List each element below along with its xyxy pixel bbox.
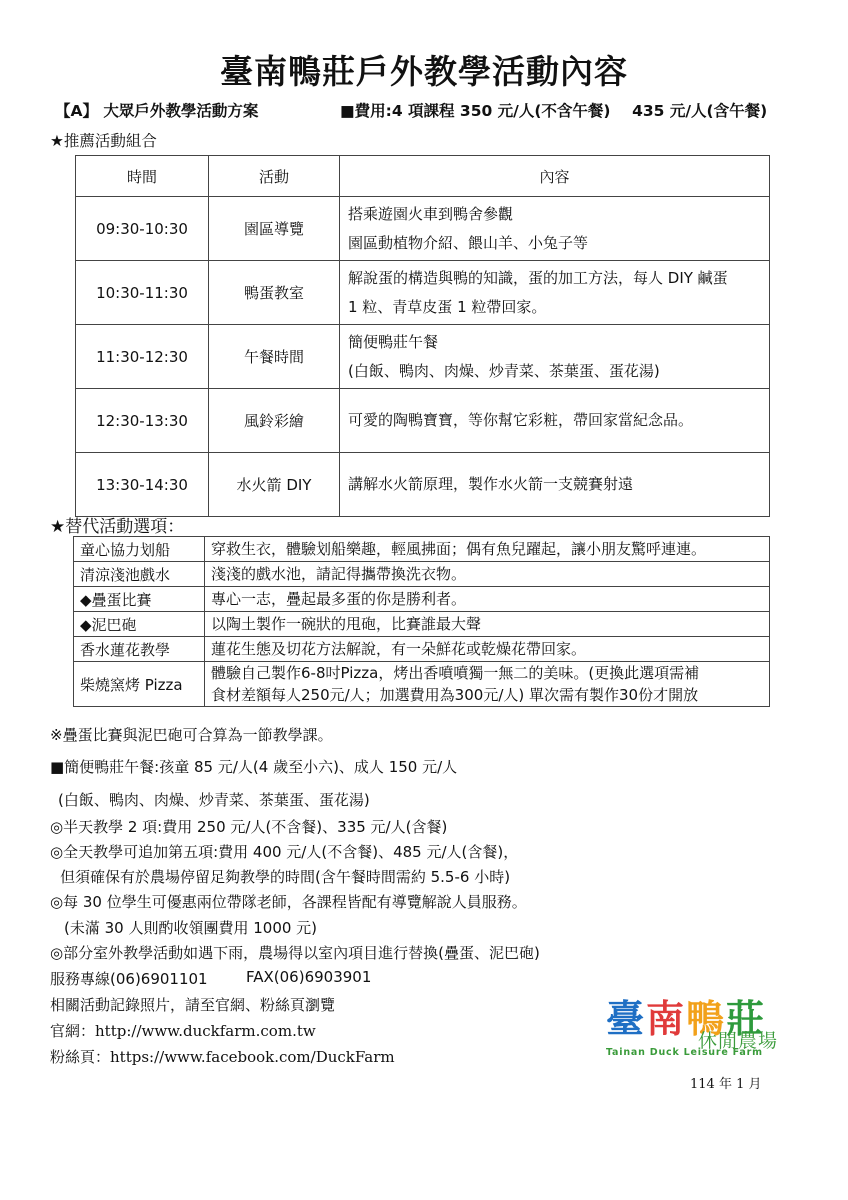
schedule-time: 13:30-14:30 bbox=[76, 453, 209, 517]
alternative-desc: 專心一志，疊起最多蛋的你是勝利者。 bbox=[205, 587, 770, 612]
fb-label: 粉絲頁： bbox=[50, 1048, 111, 1066]
desc-line: 園區動植物介紹、餵山羊、小兔子等 bbox=[348, 233, 589, 252]
header-activity: 活動 bbox=[209, 156, 340, 197]
note-full-day: ◎全天教學可追加第五項:費用 400 元/人(不含餐)、485 元/人(含餐)， bbox=[50, 843, 519, 861]
section-a-label: 【A】 大眾戶外教學活動方案 bbox=[55, 102, 259, 120]
schedule-row bbox=[76, 389, 770, 453]
desc-line: 1 粒、青草皮蛋 1 粒帶回家。 bbox=[348, 297, 547, 316]
schedule-row bbox=[76, 197, 770, 261]
alternative-desc: 蓮花生態及切花方法解說，有一朵鮮花或乾燥花帶回家。 bbox=[205, 637, 770, 662]
alternative-name: 柴燒窯烤 Pizza bbox=[74, 662, 205, 707]
desc-line: 體驗自己製作6-8吋Pizza，烤出香噴噴獨一無二的美味。(更換此選項需補 bbox=[211, 664, 700, 682]
alternative-desc: 淺淺的戲水池，請記得攜帶換洗衣物。 bbox=[205, 562, 770, 587]
schedule-table bbox=[75, 155, 770, 517]
contact-fax: FAX(06)6903901 bbox=[246, 968, 372, 986]
alternative-name: 清涼淺池戲水 bbox=[74, 562, 205, 587]
desc-line: 搭乘遊園火車到鴨舍參觀 bbox=[348, 204, 514, 223]
note-teachers: ◎每 30 位學生可優惠兩位帶隊老師，各課程皆配有導覽解說人員服務。 bbox=[50, 893, 527, 911]
alternative-name: 童心協力划船 bbox=[74, 537, 205, 562]
recommended-label: ★推薦活動組合 bbox=[50, 132, 157, 150]
contact-phone: 服務專線(06)6901101 bbox=[50, 970, 208, 988]
alternative-row bbox=[74, 662, 770, 707]
alternative-desc: 穿救生衣，體驗划船樂趣，輕風拂面；偶有魚兒躍起，讓小朋友驚呼連連。 bbox=[205, 537, 770, 562]
schedule-time: 09:30-10:30 bbox=[76, 197, 209, 261]
fb-link[interactable]: https://www.facebook.com/DuckFarm bbox=[110, 1048, 395, 1066]
alternative-name: ◆泥巴砲 bbox=[74, 612, 205, 637]
logo-char: 莊 bbox=[726, 997, 767, 1041]
schedule-row bbox=[76, 261, 770, 325]
alternative-desc bbox=[205, 662, 770, 707]
schedule-desc bbox=[340, 325, 770, 389]
alternative-desc: 以陶土製作一碗狀的甩砲，比賽誰最大聲 bbox=[205, 612, 770, 637]
schedule-desc bbox=[340, 197, 770, 261]
alternative-row bbox=[74, 637, 770, 662]
alternative-row bbox=[74, 537, 770, 562]
schedule-row bbox=[76, 453, 770, 517]
alternative-row bbox=[74, 562, 770, 587]
header-time: 時間 bbox=[76, 156, 209, 197]
schedule-activity: 風鈴彩繪 bbox=[209, 389, 340, 453]
desc-line: (白飯、鴨肉、肉燥、炒青菜、茶葉蛋、蛋花湯) bbox=[348, 361, 660, 380]
header-content: 內容 bbox=[340, 156, 770, 197]
alternative-name: ◆疊蛋比賽 bbox=[74, 587, 205, 612]
schedule-time: 10:30-11:30 bbox=[76, 261, 209, 325]
desc-line: 講解水火箭原理，製作水火箭一支競賽射遠 bbox=[348, 475, 634, 493]
note-combo: ※疊蛋比賽與泥巴砲可合算為一節教學課。 bbox=[50, 726, 333, 744]
schedule-header-row bbox=[76, 156, 770, 197]
website-label: 官網： bbox=[50, 1022, 96, 1040]
logo-char: 南 bbox=[646, 997, 687, 1041]
note-min-fee: (未滿 30 人則酌收領團費用 1000 元) bbox=[64, 919, 318, 937]
alternative-row bbox=[74, 587, 770, 612]
logo-sub-text: 休閒農場 bbox=[697, 1030, 778, 1052]
schedule-time: 12:30-13:30 bbox=[76, 389, 209, 453]
schedule-desc bbox=[340, 453, 770, 517]
logo-char: 臺 bbox=[606, 997, 647, 1041]
logo-char: 鴨 bbox=[686, 997, 727, 1041]
alternatives-label: ★替代活動選項： bbox=[50, 517, 185, 537]
schedule-time: 11:30-12:30 bbox=[76, 325, 209, 389]
desc-line: 可愛的陶鴨寶寶，等你幫它彩粧，帶回家當紀念品。 bbox=[348, 411, 694, 429]
contact-photos: 相關活動記錄照片，請至官網、粉絲頁瀏覽 bbox=[50, 996, 336, 1014]
schedule-desc bbox=[340, 389, 770, 453]
alternative-name: 香水蓮花教學 bbox=[74, 637, 205, 662]
contact-website-row bbox=[50, 1020, 316, 1041]
note-half-day: ◎半天教學 2 項:費用 250 元/人(不含餐)、335 元/人(含餐) bbox=[50, 818, 448, 836]
issue-date: 114 年 1 月 bbox=[690, 1077, 762, 1092]
alternative-row bbox=[74, 612, 770, 637]
schedule-activity: 鴨蛋教室 bbox=[209, 261, 340, 325]
desc-line: 解說蛋的構造與鴨的知識，蛋的加工方法，每人 DIY 鹹蛋 bbox=[348, 268, 728, 287]
desc-line: 簡便鴨莊午餐 bbox=[348, 332, 439, 351]
schedule-activity: 園區導覽 bbox=[209, 197, 340, 261]
schedule-activity: 水火箭 DIY bbox=[209, 453, 340, 517]
note-lunch-menu: (白飯、鴨肉、肉燥、炒青菜、茶葉蛋、蛋花湯) bbox=[58, 791, 370, 809]
desc-line: 食材差額每人250元/人；加選費用為300元/人) 單次需有製作30份才開放 bbox=[211, 686, 699, 704]
farm-logo bbox=[606, 988, 778, 1063]
logo-english-text: Tainan Duck Leisure Farm bbox=[606, 1047, 763, 1058]
website-link[interactable]: http://www.duckfarm.com.tw bbox=[95, 1022, 316, 1040]
section-a-fee: ■費用:4 項課程 350 元/人(不含午餐) 435 元/人(含午餐) bbox=[340, 102, 768, 120]
contact-fb-row bbox=[50, 1046, 395, 1067]
note-lunch: ■簡便鴨莊午餐:孩童 85 元/人(4 歲至小六)、成人 150 元/人 bbox=[50, 758, 458, 776]
alternatives-table bbox=[73, 536, 770, 707]
note-full-day-2: 但須確保有於農場停留足夠教學的時間(含午餐時間需約 5.5-6 小時) bbox=[60, 868, 511, 886]
schedule-desc bbox=[340, 261, 770, 325]
schedule-activity: 午餐時間 bbox=[209, 325, 340, 389]
note-rain: ◎部分室外教學活動如遇下雨，農場得以室內項目進行替換(疊蛋、泥巴砲) bbox=[50, 944, 540, 962]
page-title: 臺南鴨莊戶外教學活動內容 bbox=[220, 52, 628, 91]
schedule-row bbox=[76, 325, 770, 389]
